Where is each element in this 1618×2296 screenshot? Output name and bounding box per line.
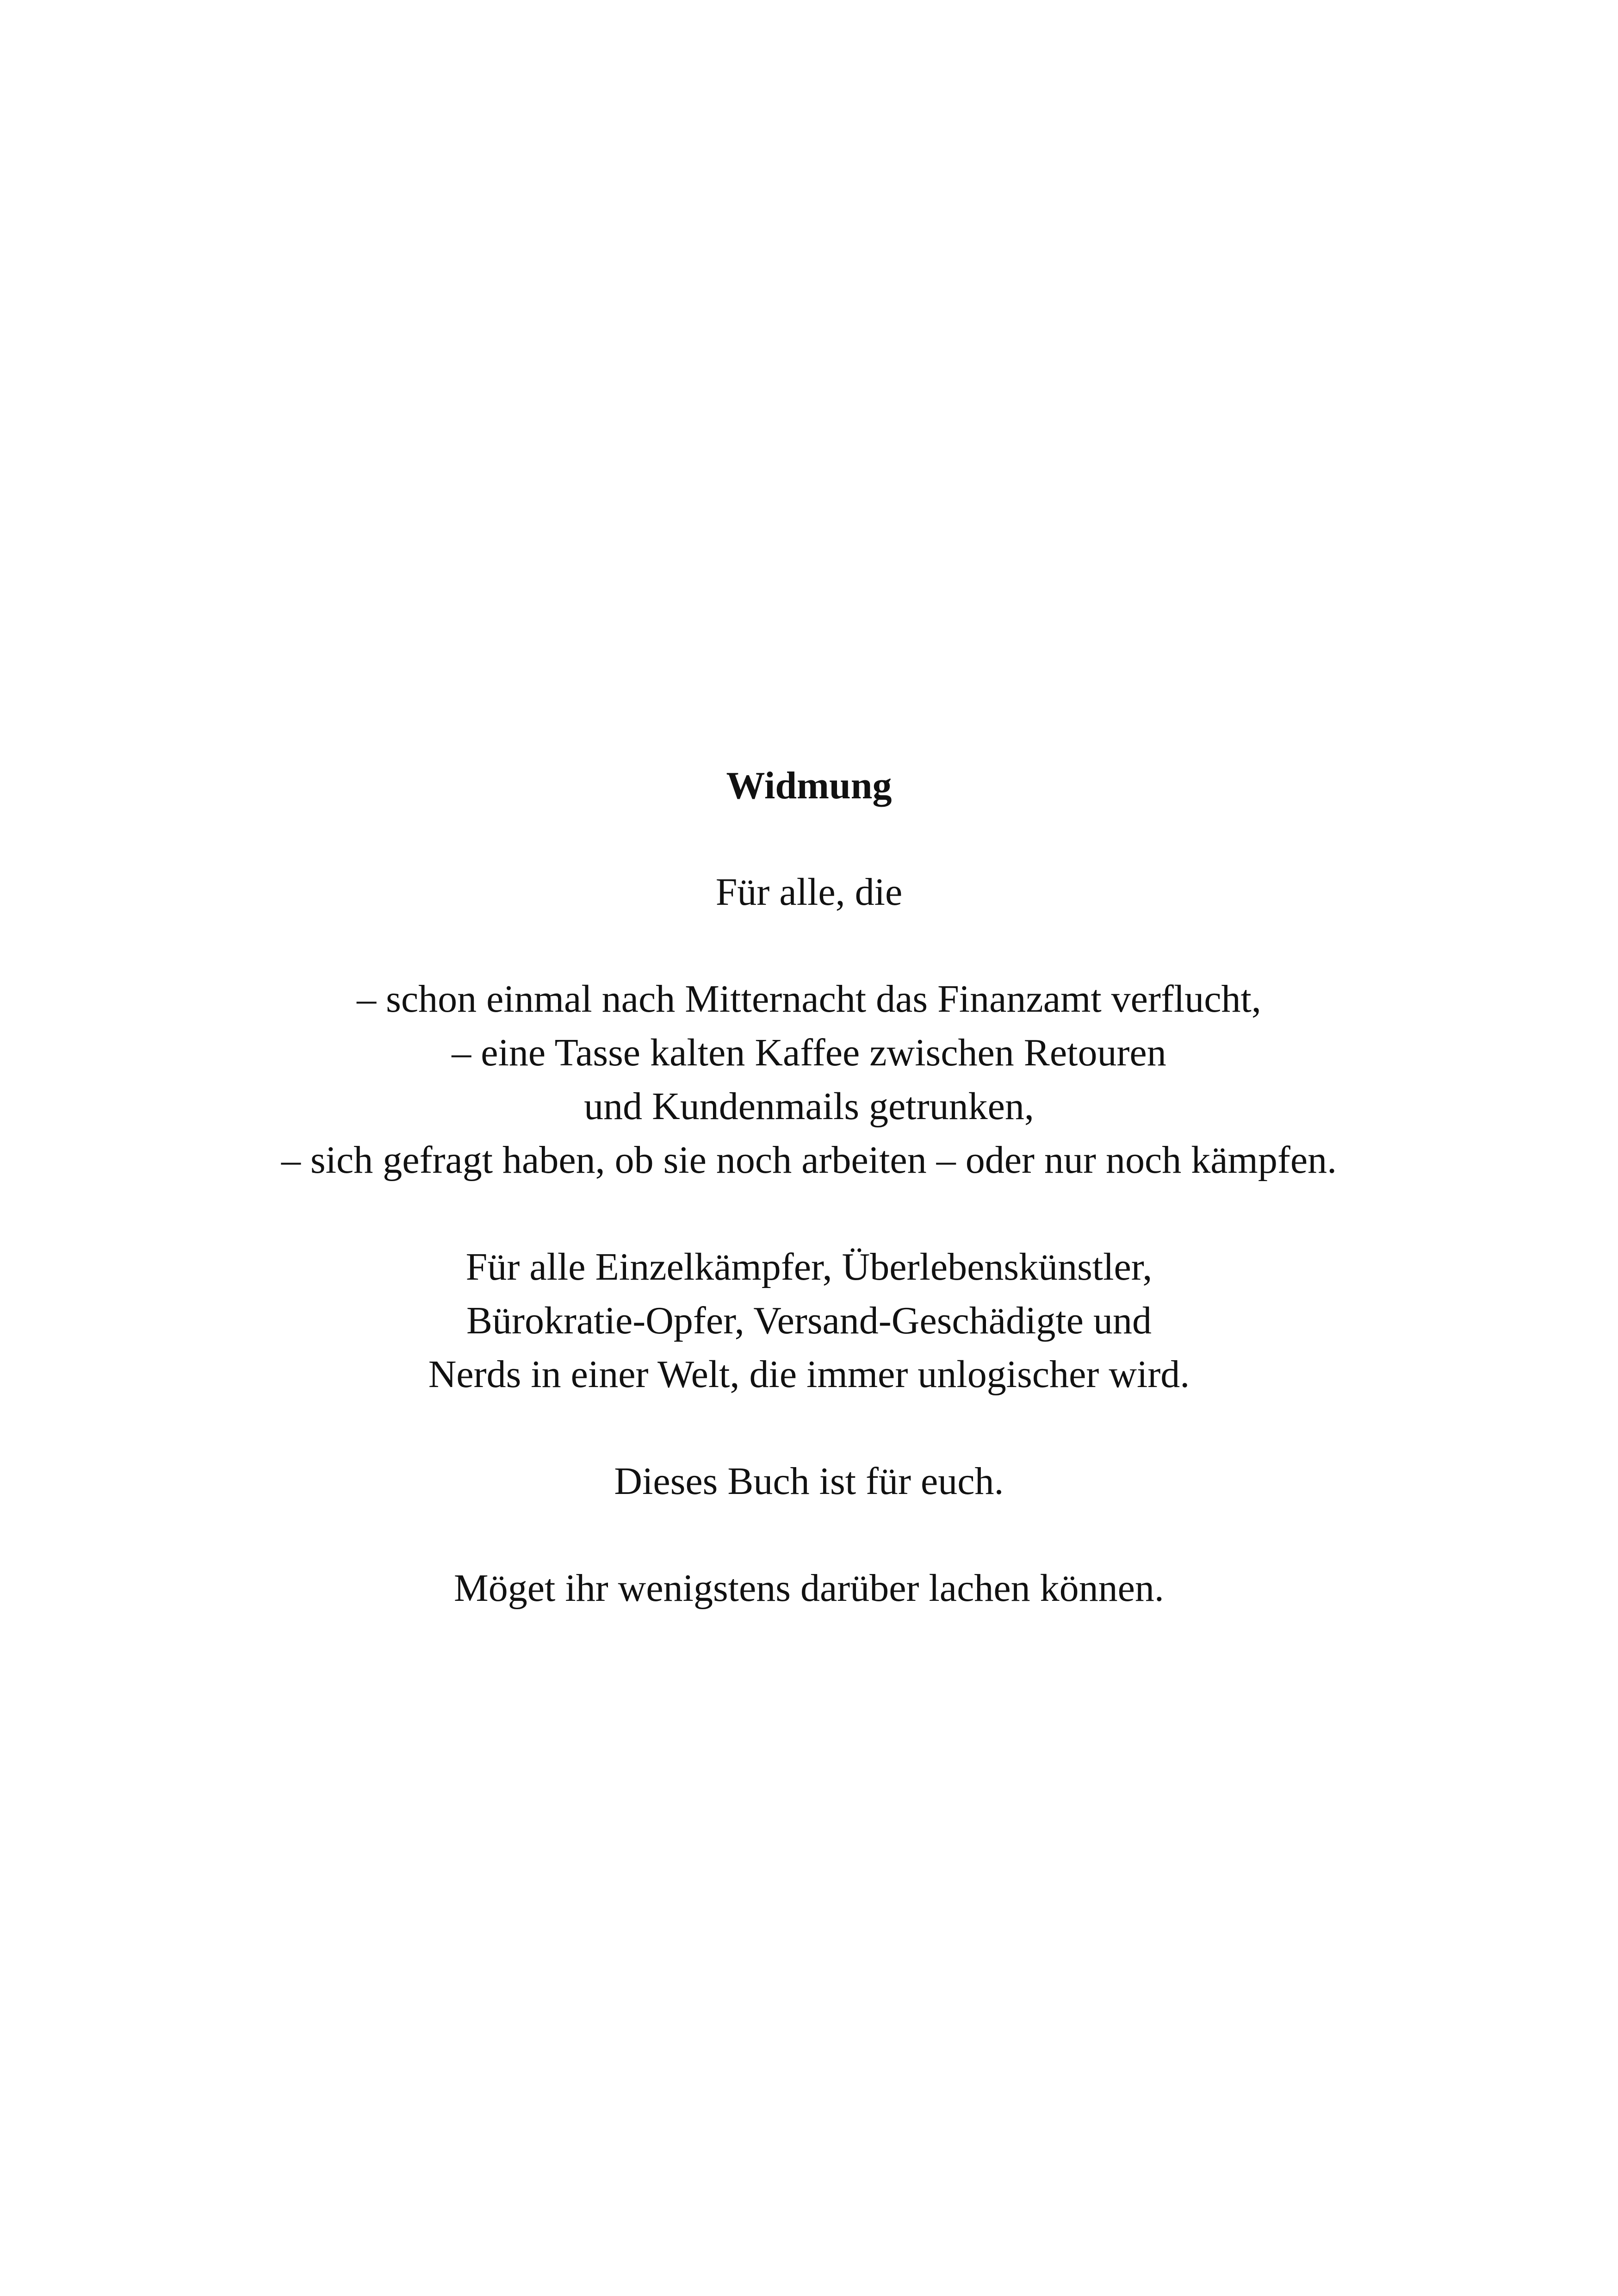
list-line-3: und Kundenmails getrunken, <box>584 1085 1034 1128</box>
dedication-list <box>0 972 1618 1187</box>
list-line-1: – schon einmal nach Mitternacht das Finanzamt verflucht, <box>357 977 1261 1020</box>
closing-line: Möget ihr wenigstens darüber lachen können. <box>454 1567 1164 1610</box>
group-line-1: Für alle Einzelkämpfer, Überlebenskünstler, <box>465 1245 1153 1288</box>
dedication-book-line <box>0 1455 1618 1508</box>
dedication-block <box>0 759 1618 1668</box>
dedication-intro <box>0 865 1618 919</box>
group-line-3: Nerds in einer Welt, die immer unlogischer wird. <box>428 1353 1190 1396</box>
dedication-title: Widmung <box>726 764 892 807</box>
book-line: Dieses Buch ist für euch. <box>614 1460 1004 1503</box>
list-line-4: – sich gefragt haben, ob sie noch arbeiten – oder nur noch kämpfen. <box>281 1139 1337 1182</box>
group-line-2: Bürokratie-Opfer, Versand-Geschädigte und <box>466 1299 1152 1342</box>
dedication-group <box>0 1240 1618 1401</box>
dedication-closing <box>0 1562 1618 1615</box>
list-line-2: – eine Tasse kalten Kaffee zwischen Retouren <box>452 1031 1166 1074</box>
intro-line: Für alle, die <box>715 871 903 914</box>
